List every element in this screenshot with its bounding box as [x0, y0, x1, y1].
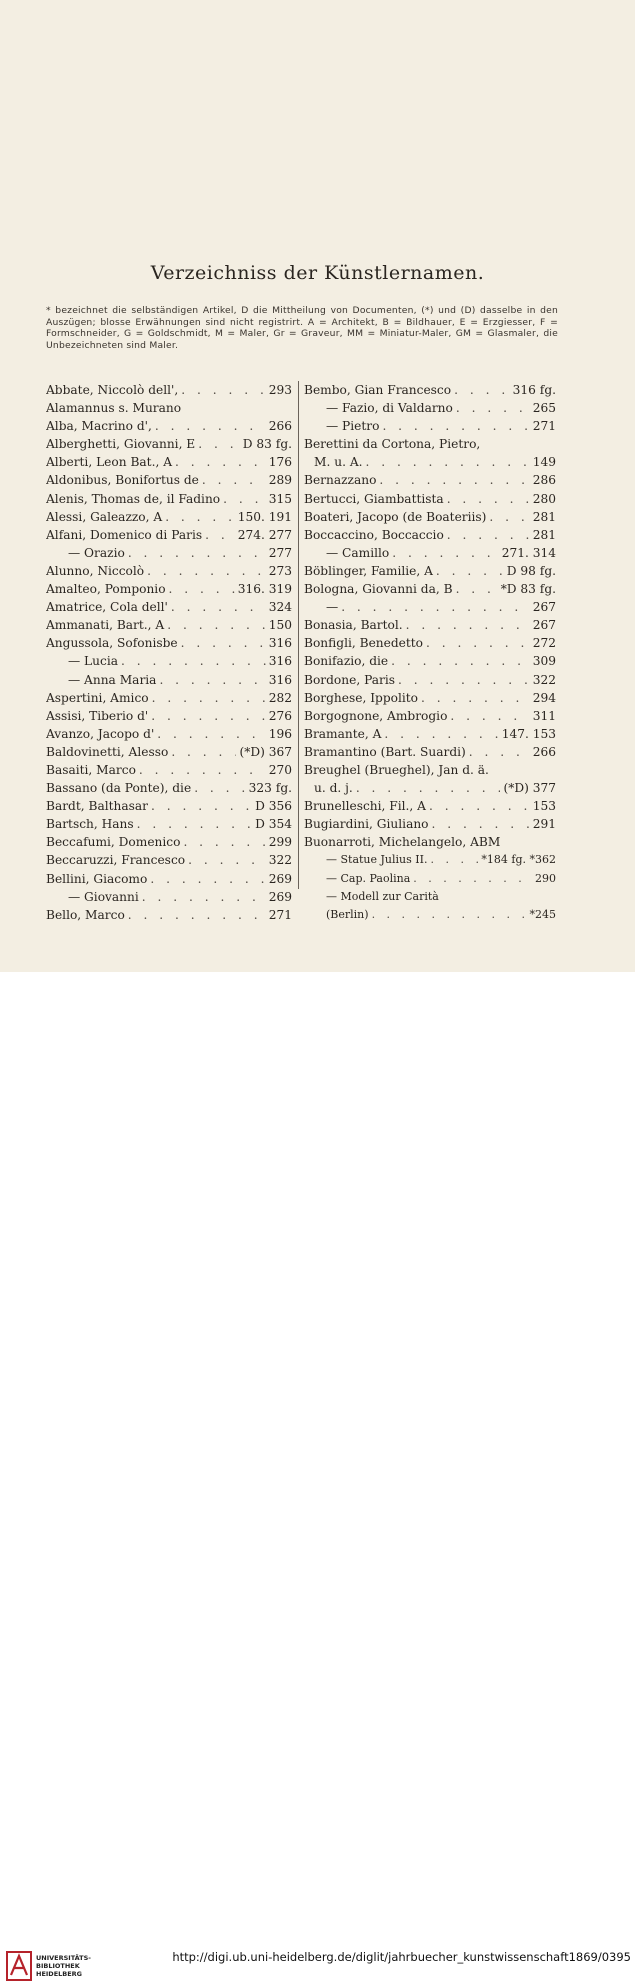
index-entry [304, 562, 556, 580]
dot-leader [205, 526, 235, 544]
entry-page-reference: 270 [268, 762, 292, 777]
index-entry [46, 707, 292, 725]
dot-leader [413, 870, 532, 888]
dot-leader [356, 779, 501, 797]
entry-name: Amatrice, Cola dell' [46, 600, 168, 615]
entry-page-reference: 316 [268, 654, 292, 669]
dot-leader [183, 833, 265, 851]
entry-name: Aspertini, Amico [46, 690, 149, 705]
entry-name: Boateri, Jacopo (de Boateriis) [304, 509, 487, 524]
entry-page-reference: 271 [268, 907, 292, 922]
dot-leader [128, 906, 266, 924]
dot-leader [152, 689, 266, 707]
index-entry [304, 815, 556, 833]
entry-page-reference: 276 [268, 708, 292, 723]
index-entry [304, 435, 556, 453]
index-entry [46, 616, 292, 634]
entry-page-reference: 309 [532, 654, 556, 669]
index-entry [46, 490, 292, 508]
index-entry [304, 508, 556, 526]
entry-page-reference: *D 83 fg. [500, 582, 556, 597]
dot-leader [391, 652, 530, 670]
dot-leader [202, 471, 266, 489]
entry-page-reference: 269 [268, 889, 292, 904]
dot-leader [454, 381, 510, 399]
viewer-footer [0, 972, 635, 1978]
dot-leader [436, 562, 504, 580]
index-entry [304, 634, 556, 652]
entry-page-reference: D 356 [255, 799, 292, 814]
entry-name: — Giovanni [68, 889, 139, 904]
dot-leader [157, 725, 265, 743]
index-entry [46, 435, 292, 453]
index-entry [304, 652, 556, 670]
index-entry [304, 779, 556, 797]
library-name-line-2: BIBLIOTHEK [36, 1962, 80, 1970]
entry-name: Bardt, Balthasar [46, 799, 148, 814]
index-entry [46, 562, 292, 580]
entry-name: Brunelleschi, Fil., A [304, 799, 426, 814]
library-name-line-1: UNIVERSITÄTS- [36, 1954, 91, 1962]
index-entry [46, 417, 292, 435]
entry-name: Beccaruzzi, Francesco [46, 853, 186, 868]
entry-page-reference: 294 [532, 690, 556, 705]
entry-name: Ammanati, Bart., A [46, 618, 165, 633]
entry-name: Avanzo, Jacopo d' [46, 726, 155, 741]
entry-page-reference: 281 [532, 527, 556, 542]
entry-name: Alunno, Niccolò [46, 563, 145, 578]
entry-name: Breughel (Brueghel), Jan d. ä. [304, 762, 489, 777]
entry-page-reference: 289 [268, 473, 292, 488]
entry-page-reference: 324 [268, 600, 292, 615]
dot-leader [341, 598, 530, 616]
entry-page-reference: 150 [268, 618, 292, 633]
library-name[interactable] [36, 1954, 91, 1978]
entry-name: Alberghetti, Giovanni, E [46, 437, 196, 452]
index-entry [304, 725, 556, 743]
entry-name: Bugiardini, Giuliano [304, 817, 429, 832]
entry-name: u. d. j. [314, 781, 353, 796]
dot-leader [456, 399, 530, 417]
entry-page-reference: 322 [532, 672, 556, 687]
entry-name: — Statue Julius II. [326, 853, 428, 867]
abbreviation-legend: * bezeichnet die selbständigen Artikel, D die Mittheilung von Documenten, (*) und (D) dasselbe in den Auszügen; blosse Erwähnungen sind nicht registrirt. A = Architekt, B = Bildhauer, E = Erzgiesser, F = Formschneider, G = Goldschmidt, M = Maler, Gr = Graveur, MM = Miniatur-Maler, GM = Glasmaler, die Unbezeichneten sind Maler. [46, 305, 558, 351]
entry-page-reference: 277 [268, 545, 292, 560]
entry-name: Aldonibus, Bonifortus de [46, 473, 199, 488]
entry-page-reference: 290 [535, 871, 556, 885]
entry-page-reference: 271. 314 [501, 545, 556, 560]
dot-leader [372, 906, 527, 924]
index-entry [304, 598, 556, 616]
entry-page-reference: 265 [532, 401, 556, 416]
dot-leader [171, 743, 236, 761]
entry-name: Bello, Marco [46, 907, 125, 922]
dot-leader [147, 562, 266, 580]
index-entry [304, 526, 556, 544]
dot-leader [447, 490, 530, 508]
entry-name: Basaiti, Marco [46, 762, 136, 777]
index-entry [46, 888, 292, 906]
index-entry [46, 779, 292, 797]
index-entry [46, 381, 292, 399]
entry-page-reference: D 98 fg. [506, 563, 556, 578]
index-entry [304, 761, 556, 779]
index-entry [46, 453, 292, 471]
index-entry [46, 508, 292, 526]
index-entry [304, 851, 556, 869]
index-entry [46, 851, 292, 869]
column-divider [298, 381, 299, 889]
entry-name: — Lucia [68, 654, 118, 669]
entry-page-reference: D 354 [255, 817, 292, 832]
entry-page-reference: 299 [268, 835, 292, 850]
entry-page-reference: 291 [532, 817, 556, 832]
index-entry [46, 580, 292, 598]
entry-name: — Pietro [326, 419, 380, 434]
entry-page-reference: 147. 153 [501, 726, 556, 741]
scanned-page [0, 0, 635, 972]
entry-name: Borgognone, Ambrogio [304, 708, 448, 723]
entry-name: Baldovinetti, Alesso [46, 744, 169, 759]
index-entry [304, 490, 556, 508]
entry-name: Bembo, Gian Francesco [304, 383, 452, 397]
permalink-url[interactable]: http://digi.ub.uni-heidelberg.de/diglit/jahrbuecher_kunstwissenschaft1869/0395 [172, 1950, 631, 1964]
entry-page-reference: 273 [268, 563, 292, 578]
index-entry [46, 833, 292, 851]
entry-name: Alenis, Thomas de, il Fadino [46, 491, 221, 506]
index-entry [46, 725, 292, 743]
index-entry [304, 833, 556, 851]
entry-name: Alfani, Domenico di Paris [46, 527, 203, 542]
entry-name: Bonasia, Bartol. [304, 618, 403, 633]
entry-name: Bellini, Giacomo [46, 871, 148, 886]
entry-name: Angussola, Sofonisbe [46, 636, 178, 651]
index-entry [304, 743, 556, 761]
entry-page-reference: 271 [532, 419, 556, 434]
entry-page-reference: 267 [532, 600, 556, 615]
dot-leader [447, 526, 530, 544]
entry-name: Bassano (da Ponte), die [46, 781, 192, 796]
dot-leader [175, 453, 266, 471]
entry-name: Bramantino (Bart. Suardi) [304, 744, 466, 759]
entry-page-reference: 311 [532, 708, 556, 723]
entry-page-reference: 149 [532, 455, 556, 470]
index-entry [304, 888, 556, 906]
dot-leader [159, 671, 265, 689]
entry-name: — Orazio [68, 545, 125, 560]
entry-page-reference: 280 [532, 491, 556, 506]
index-entry [46, 544, 292, 562]
entry-page-reference: 316. 319 [237, 582, 292, 597]
entry-page-reference: 322 [268, 853, 292, 868]
index-entry [304, 453, 556, 471]
entry-page-reference: 274. 277 [237, 527, 292, 542]
entry-name: Abbate, Niccolò dell', [46, 383, 179, 397]
dot-leader [128, 544, 266, 562]
entry-name: Bramante, A [304, 726, 382, 741]
entry-name: M. u. A. [314, 455, 363, 470]
dot-leader [430, 851, 478, 869]
index-entry [46, 671, 292, 689]
dot-leader [137, 815, 252, 833]
index-entry [46, 906, 292, 924]
entry-page-reference: 196 [268, 726, 292, 741]
dot-leader [121, 652, 266, 670]
index-entry [304, 870, 556, 888]
entry-name: Beccafumi, Domenico [46, 835, 181, 850]
dot-leader [167, 616, 266, 634]
entry-name: Bertucci, Giambattista [304, 491, 444, 506]
dot-leader [456, 580, 498, 598]
index-entry [304, 689, 556, 707]
entry-name: Alessi, Galeazzo, A [46, 509, 163, 524]
entry-name: (Berlin) [326, 907, 369, 921]
entry-name: — [326, 600, 339, 615]
index-entry [46, 526, 292, 544]
entry-page-reference: 269 [268, 871, 292, 886]
entry-page-reference: 267 [532, 618, 556, 633]
dot-leader [142, 888, 266, 906]
entry-name: — Camillo [326, 545, 390, 560]
dot-leader [382, 417, 529, 435]
dot-leader [169, 580, 235, 598]
entry-name: — Anna Maria [68, 672, 157, 687]
dot-leader [384, 725, 498, 743]
entry-name: Assisi, Tiberio d' [46, 708, 149, 723]
entry-name: Berettini da Cortona, Pietro, [304, 437, 481, 452]
entry-page-reference: 316 [268, 636, 292, 651]
entry-page-reference: 266 [268, 419, 292, 434]
entry-name: Alba, Macrino d', [46, 419, 152, 434]
library-name-line-3: HEIDELBERG [36, 1970, 83, 1978]
index-entry [46, 634, 292, 652]
entry-name: Böblinger, Familie, A [304, 563, 433, 578]
entry-name: — Cap. Paolina [326, 871, 411, 885]
index-entry [304, 399, 556, 417]
entry-name: Amalteo, Pomponio [46, 582, 166, 597]
dot-leader [194, 779, 245, 797]
index-entry [304, 417, 556, 435]
dot-leader [171, 598, 266, 616]
dot-leader [165, 508, 235, 526]
index-entry [304, 471, 556, 489]
entry-name: Bartsch, Hans [46, 817, 134, 832]
index-entry [304, 580, 556, 598]
dot-leader [198, 435, 240, 453]
page-title: Verzeichniss der Künstlernamen. [150, 262, 485, 284]
index-entry [304, 544, 556, 562]
entry-name: Bordone, Paris [304, 672, 395, 687]
entry-name: Alamannus s. Murano [46, 401, 182, 416]
entry-page-reference: 281 [532, 509, 556, 524]
entry-page-reference: 293 [268, 383, 292, 397]
dot-leader [392, 544, 498, 562]
index-entry [304, 671, 556, 689]
entry-page-reference: (*D) 367 [239, 744, 292, 759]
index-entry [46, 652, 292, 670]
entry-page-reference: 286 [532, 473, 556, 488]
entry-page-reference: 316 [268, 672, 292, 687]
dot-leader [429, 797, 530, 815]
entry-page-reference: 176 [268, 455, 292, 470]
dot-leader [151, 797, 252, 815]
index-entry [46, 761, 292, 779]
dot-leader [421, 689, 530, 707]
index-entry [46, 689, 292, 707]
entry-page-reference: D 83 fg. [242, 437, 292, 452]
dot-leader [155, 417, 266, 435]
index-entry [304, 381, 556, 399]
dot-leader [398, 671, 530, 689]
dot-leader [379, 471, 529, 489]
index-entry [46, 471, 292, 489]
dot-leader [432, 815, 530, 833]
entry-page-reference: 153 [532, 799, 556, 814]
entry-name: Alberti, Leon Bat., A [46, 455, 172, 470]
dot-leader [188, 851, 266, 869]
entry-page-reference: 150. 191 [237, 509, 292, 524]
dot-leader [150, 870, 265, 888]
dot-leader [489, 508, 529, 526]
index-entry [304, 616, 556, 634]
entry-page-reference: *245 [529, 907, 556, 921]
dot-leader [151, 707, 265, 725]
entry-page-reference: 272 [532, 636, 556, 651]
entry-name: Bernazzano [304, 473, 377, 488]
dot-leader [223, 490, 266, 508]
entry-page-reference: 315 [268, 491, 292, 506]
index-entry [46, 598, 292, 616]
entry-page-reference: 282 [268, 690, 292, 705]
dot-leader [426, 634, 530, 652]
dot-leader [139, 761, 266, 779]
entry-page-reference: 316 fg. [512, 383, 556, 397]
entry-name: — Modell zur Carità [326, 889, 439, 903]
entry-name: Buonarroti, Michelangelo, ABM [304, 835, 501, 850]
entry-name: Bonfigli, Benedetto [304, 636, 423, 651]
index-entry [46, 870, 292, 888]
index-entry [46, 797, 292, 815]
entry-name: Bologna, Giovanni da, B [304, 582, 453, 597]
entry-page-reference: (*D) 377 [503, 781, 556, 796]
dot-leader [366, 453, 530, 471]
dot-leader [469, 743, 530, 761]
entry-name: Boccaccino, Boccaccio [304, 527, 444, 542]
entry-name: — Fazio, di Valdarno [326, 401, 453, 416]
entry-page-reference: *184 fg. *362 [481, 853, 556, 867]
index-entry [46, 815, 292, 833]
index-entry [304, 906, 556, 924]
index-entry [304, 707, 556, 725]
index-entry [46, 743, 292, 761]
entry-name: Borghese, Ippolito [304, 690, 418, 705]
entry-page-reference: 323 fg. [248, 781, 292, 796]
university-library-logo-icon[interactable] [6, 1951, 32, 1981]
index-entry [46, 399, 292, 417]
entry-page-reference: 266 [532, 744, 556, 759]
index-column-left [46, 381, 292, 924]
index-entry [304, 797, 556, 815]
dot-leader [181, 634, 266, 652]
dot-leader [450, 707, 529, 725]
index-column-right [304, 381, 556, 924]
dot-leader [181, 381, 266, 399]
dot-leader [406, 616, 530, 634]
entry-name: Bonifazio, die [304, 654, 389, 669]
